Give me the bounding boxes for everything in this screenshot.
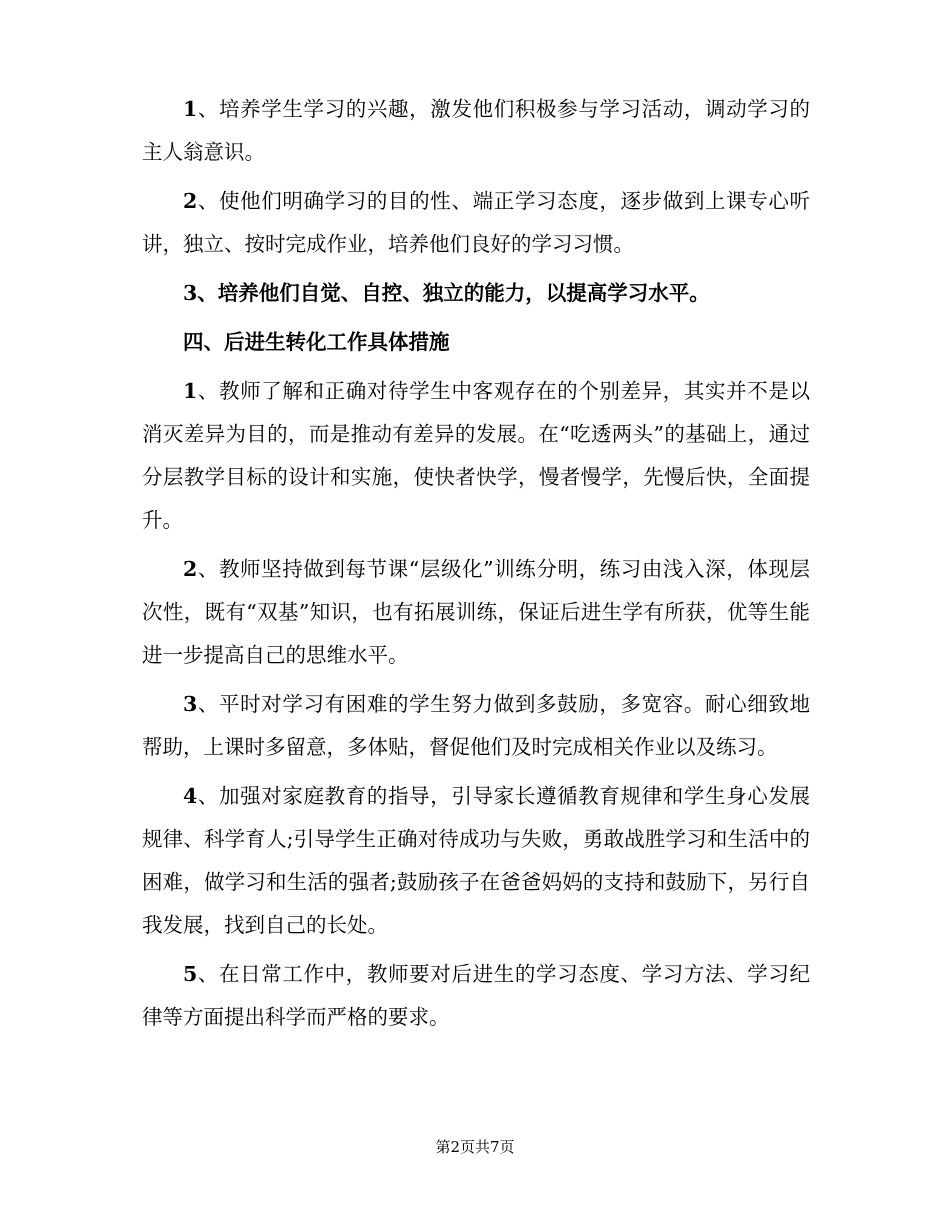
paragraph-text: 、平时对学习有困难的学生努力做到多鼓励，多宽容。耐心细致地帮助，上课时多留意，多体贴，督促他们及时完成相关作业以及练习。 [142,692,810,759]
item-number: 4 [183,784,198,808]
item-number: 2 [183,189,198,213]
paragraph-text: 、培养学生学习的兴趣，激发他们积极参与学习活动，调动学习的主人翁意识。 [142,97,810,164]
item-number: 1 [183,379,198,403]
paragraph-measure-5 [142,953,810,1039]
paragraph-text: 、教师了解和正确对待学生中客观存在的个别差异，其实并不是以消灭差异为目的，而是推动有差异的发展。在“吃透两头”的基础上，通过分层教学目标的设计和实施，使快者快学，慢者慢学，先慢后快，全面提升。 [142,379,810,532]
document-body [142,88,810,1045]
paragraph-text: 、加强对家庭教育的指导，引导家长遵循教育规律和学生身心发展规律、科学育人;引导学生正确对待成功与失败，勇敢战胜学习和生活中的困难，做学习和生活的强者;鼓励孩子在爸爸妈妈的支持和鼓励下，另行自我发展，找到自己的长处。 [142,784,810,937]
item-number: 1 [183,97,198,121]
page-footer: 第2页共7页 [435,1138,515,1156]
item-number: 2 [183,557,198,581]
paragraph-goal-2 [142,180,810,266]
item-number: 5 [183,962,198,986]
paragraph-text: 、使他们明确学习的目的性、端正学习态度，逐步做到上课专心听讲，独立、按时完成作业，培养他们良好的学习习惯。 [142,189,810,256]
paragraph-text: 、教师坚持做到每节课“层级化”训练分明，练习由浅入深，体现层次性，既有“双基”知识，也有拓展训练，保证后进生学有所获，优等生能进一步提高自己的思维水平。 [142,557,810,667]
paragraph-measure-4 [142,775,810,947]
paragraph-goal-1 [142,88,810,174]
paragraph-measure-3 [142,683,810,769]
paragraph-measure-1 [142,370,810,542]
paragraph-text: 、培养他们自觉、自控、独立的能力，以提高学习水平。 [197,281,710,305]
item-number: 3 [183,281,198,305]
paragraph-goal-3 [142,272,810,315]
section-heading: 四、后进生转化工作具体措施 [183,330,450,354]
paragraph-measure-2 [142,548,810,677]
item-number: 3 [183,692,198,716]
paragraph-text: 、在日常工作中，教师要对后进生的学习态度、学习方法、学习纪律等方面提出科学而严格的要求。 [142,962,810,1029]
